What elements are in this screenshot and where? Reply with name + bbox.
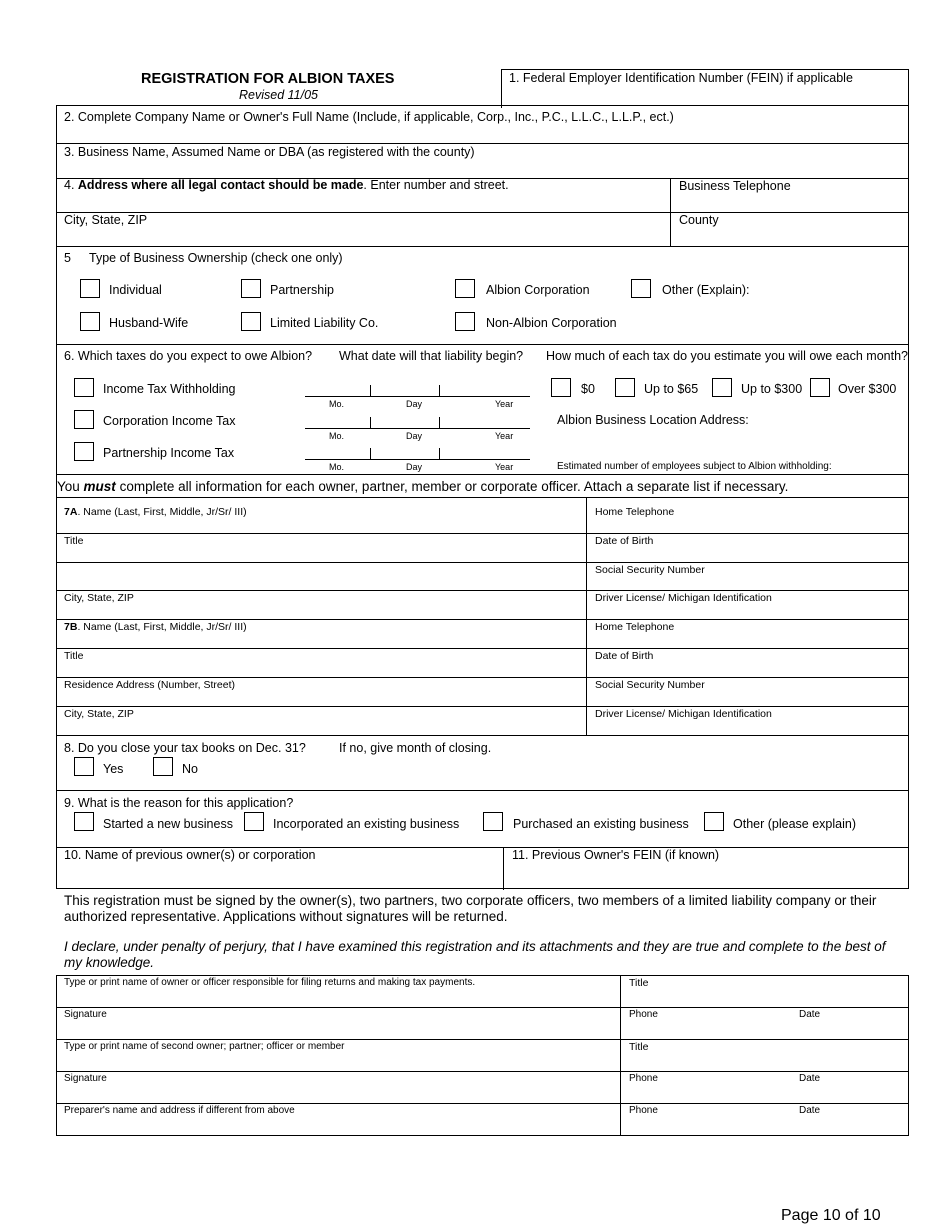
tax-corporation-checkbox[interactable] [74, 410, 94, 429]
sig-row-phone-label: Phone [629, 1009, 658, 1020]
reason-purchased-label: Purchased an existing business [513, 817, 689, 831]
previous-owner-label: 10. Name of previous owner(s) or corporation [64, 848, 316, 862]
county-input[interactable] [679, 228, 901, 244]
closing-month-input[interactable] [500, 741, 900, 757]
sig-row-preparer-date-label: Date [799, 1105, 821, 1116]
books-question: 8. Do you close your tax books on Dec. 31? [64, 741, 306, 755]
books-no-checkbox[interactable] [153, 757, 173, 776]
sig-row-date-label: Date [799, 1009, 821, 1020]
date-day-label: Day [406, 431, 423, 441]
amount-over-300-label: Over $300 [838, 382, 897, 396]
ownership-non-albion-corp-checkbox[interactable] [455, 312, 475, 331]
owner-a-dob-label: Date of Birth [595, 535, 654, 547]
dba-input[interactable] [64, 159, 900, 175]
owner-b-dl-label: Driver License/ Michigan Identification [595, 708, 772, 720]
owner-name-input[interactable] [64, 990, 612, 1005]
location-address-input[interactable] [557, 430, 902, 446]
owner-a-title-label: Title [64, 535, 84, 547]
owner-b-ssn-label: Social Security Number [595, 679, 705, 691]
county-label: County [679, 213, 719, 227]
ownership-non-albion-corp-label: Non-Albion Corporation [486, 316, 617, 330]
reason-purchased-checkbox[interactable] [483, 812, 503, 831]
owner-b-name-label: 7B. Name (Last, First, Middle, Jr/Sr/ III) [64, 621, 247, 633]
amount-65-label: Up to $65 [644, 382, 699, 396]
company-name-input[interactable] [64, 124, 900, 140]
ownership-label: Type of Business Ownership (check one only) [89, 251, 343, 265]
date-day-label: Day [406, 399, 423, 409]
ownership-albion-corp-label: Albion Corporation [486, 283, 590, 297]
amount-300-checkbox[interactable] [712, 378, 732, 397]
ownership-other-label: Other (Explain): [662, 283, 750, 297]
amount-zero-label: $0 [581, 382, 595, 396]
business-phone-input[interactable] [679, 194, 901, 210]
ownership-llc-label: Limited Liability Co. [270, 316, 379, 330]
reason-incorporated-label: Incorporated an existing business [273, 817, 460, 831]
tax-partnership-label: Partnership Income Tax [103, 446, 235, 460]
sig-row-signature-label: Signature [64, 1009, 107, 1020]
signing-notice: This registration must be signed by the owner(s), two partners, two corporate officers, two members of a limited liability company or their authorized representative. Applications without signatures will be returned. [64, 893, 877, 924]
sig-row-owner-name-label: Type or print name of owner or officer responsible for filing returns and making tax payments. [64, 977, 476, 988]
form-title: REGISTRATION FOR ALBION TAXES [141, 71, 395, 87]
previous-fein-label: 11. Previous Owner's FEIN (if known) [512, 848, 720, 862]
tax-withholding-label: Income Tax Withholding [103, 382, 236, 396]
closing-month-label: If no, give month of closing. [339, 741, 492, 755]
books-yes-checkbox[interactable] [74, 757, 94, 776]
tax-amount-question: How much of each tax do you estimate you will owe each month? [546, 349, 908, 363]
owners-instruction: You must complete all information for each owner, partner, member or corporate officer. Attach a separate list if necessary. [57, 479, 789, 494]
owner-a-ssn-label: Social Security Number [595, 564, 705, 576]
owner-b-dob-label: Date of Birth [595, 650, 654, 662]
ownership-albion-corp-checkbox[interactable] [455, 279, 475, 298]
ownership-husband-wife-checkbox[interactable] [80, 312, 100, 331]
tax-corporation-label: Corporation Income Tax [103, 414, 236, 428]
tax-partnership-checkbox[interactable] [74, 442, 94, 461]
perjury-declaration: I declare, under penalty of perjury, that I have examined this registration and its attachments and they are true and complete to the best of my knowledge. [64, 939, 886, 970]
previous-fein-input[interactable] [512, 864, 902, 882]
sig-row-second-signature-label: Signature [64, 1073, 107, 1084]
reason-new-business-checkbox[interactable] [74, 812, 94, 831]
amount-65-checkbox[interactable] [615, 378, 635, 397]
tax-withholding-checkbox[interactable] [74, 378, 94, 397]
ownership-partnership-checkbox[interactable] [241, 279, 261, 298]
fein-input[interactable] [509, 87, 899, 105]
date-mo-label: Mo. [329, 462, 345, 472]
date-mo-label: Mo. [329, 399, 345, 409]
ownership-husband-wife-label: Husband-Wife [109, 316, 189, 330]
city-state-zip-input[interactable] [64, 228, 662, 244]
address-input[interactable] [64, 193, 662, 209]
reason-other-label: Other (please explain) [733, 817, 856, 831]
page-number: Page 10 of 10 [781, 1207, 881, 1224]
main-box-right-edge [908, 69, 909, 889]
owner-a-city-label: City, State, ZIP [64, 592, 134, 604]
date-year-label: Year [495, 462, 514, 472]
owner-a-dl-label: Driver License/ Michigan Identification [595, 592, 772, 604]
reason-incorporated-checkbox[interactable] [244, 812, 264, 831]
ownership-number: 5 [64, 251, 71, 265]
dba-label: 3. Business Name, Assumed Name or DBA (as registered with the county) [64, 145, 475, 159]
previous-owner-input[interactable] [64, 864, 496, 882]
city-state-zip-label: City, State, ZIP [64, 213, 148, 227]
ownership-other-checkbox[interactable] [631, 279, 651, 298]
owner-b-title-label: Title [64, 650, 84, 662]
ownership-partnership-label: Partnership [270, 283, 334, 297]
owner-a-home-phone-label: Home Telephone [595, 506, 675, 518]
sig-row-preparer-phone-label: Phone [629, 1105, 658, 1116]
books-yes-label: Yes [103, 762, 124, 776]
preparer-input[interactable] [64, 1118, 612, 1133]
address-label: 4. Address where all legal contact should be made. Enter number and street. [64, 178, 509, 192]
sig-row-second-owner-label: Type or print name of second owner; partner; officer or member [64, 1041, 345, 1052]
company-name-label: 2. Complete Company Name or Owner's Full Name (Include, if applicable, Corp., Inc., P.C., L.L.C., L.L.P., ect.) [64, 110, 674, 124]
date-year-label: Year [495, 399, 514, 409]
date-year-label: Year [495, 431, 514, 441]
ownership-llc-checkbox[interactable] [241, 312, 261, 331]
books-no-label: No [182, 762, 198, 776]
owner-b-home-phone-label: Home Telephone [595, 621, 675, 633]
ownership-individual-label: Individual [109, 283, 162, 297]
date-day-label: Day [406, 462, 423, 472]
employees-label: Estimated number of employees subject to Albion withholding: [557, 461, 832, 472]
sig-row-second-date-label: Date [799, 1073, 821, 1084]
sig-row-preparer-label: Preparer's name and address if different from above [64, 1105, 295, 1116]
sig-row-owner-title-label: Title [629, 977, 649, 989]
taxes-question: 6. Which taxes do you expect to owe Albion? [64, 349, 313, 363]
owner-b-city-label: City, State, ZIP [64, 708, 134, 720]
revision-date: Revised 11/05 [239, 88, 318, 102]
owner-b-residence-label: Residence Address (Number, Street) [64, 679, 235, 691]
reason-question: 9. What is the reason for this application? [64, 796, 294, 810]
reason-new-business-label: Started a new business [103, 817, 233, 831]
sig-row-second-title-label: Title [629, 1041, 649, 1053]
date-mo-label: Mo. [329, 431, 345, 441]
amount-over-300-checkbox[interactable] [810, 378, 830, 397]
liability-date-question: What date will that liability begin? [339, 349, 524, 363]
fein-label: 1. Federal Employer Identification Number (FEIN) if applicable [509, 71, 853, 85]
reason-other-checkbox[interactable] [704, 812, 724, 831]
amount-300-label: Up to $300 [741, 382, 803, 396]
amount-zero-checkbox[interactable] [551, 378, 571, 397]
sig-row-second-phone-label: Phone [629, 1073, 658, 1084]
business-phone-label: Business Telephone [679, 179, 791, 193]
ownership-individual-checkbox[interactable] [80, 279, 100, 298]
second-owner-name-input[interactable] [64, 1054, 612, 1069]
owner-a-name-label: 7A. Name (Last, First, Middle, Jr/Sr/ III) [64, 506, 247, 518]
location-address-label: Albion Business Location Address: [557, 413, 749, 427]
